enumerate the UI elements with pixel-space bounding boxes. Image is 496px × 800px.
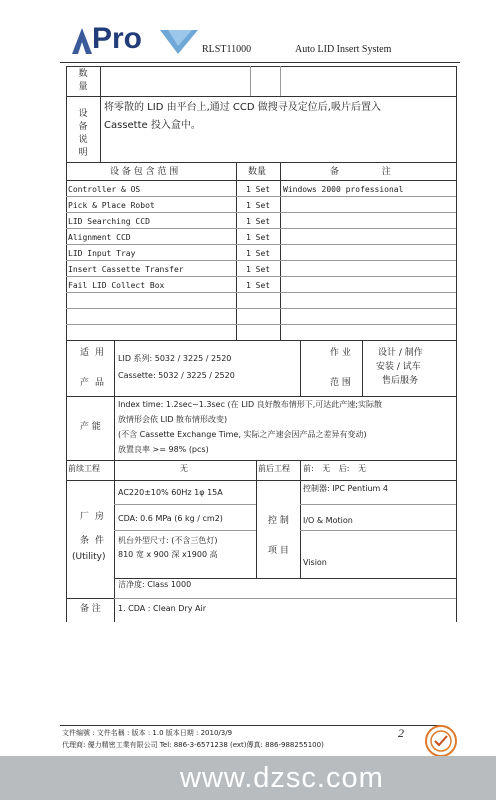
facility-dim-2: 810 宽 x 900 深 x1900 高: [118, 550, 218, 559]
prev-process-value: 无: [180, 464, 188, 473]
control-label-2: 项 目: [268, 546, 289, 556]
item-name: Alignment CCD: [68, 233, 131, 242]
logo-text: Pro: [92, 22, 143, 55]
prev-process-label: 前续工程: [68, 464, 100, 473]
item-name: LID Input Tray: [68, 249, 136, 258]
watermark-text: www.dzsc.com: [180, 762, 384, 794]
item-qty: 1 Set: [246, 217, 271, 226]
next-process-value: 前: 无 后: 无: [303, 464, 367, 473]
control-line3: Vision: [303, 558, 327, 567]
item-qty: 1 Set: [246, 281, 271, 290]
product-line2: Cassette: 5032 / 3225 / 2520: [118, 371, 235, 380]
work-label-1: 作 业: [330, 348, 351, 358]
capacity-line4: 放置良率 >= 98% (pcs): [118, 445, 209, 454]
watermark-band: [0, 756, 496, 800]
doc-code: RLST11000: [202, 44, 252, 55]
control-line1: 控制器: IPC Pentium 4: [303, 484, 388, 493]
work-label-2: 范 围: [330, 378, 351, 388]
control-line2: I/O & Motion: [303, 516, 353, 525]
header: [60, 20, 470, 64]
facility-label-2: 条件: [80, 536, 111, 546]
scope-header: 设 备 包 含 范 围: [110, 167, 179, 177]
qty-header: 数量: [248, 167, 267, 177]
work-line3: 售后服务: [382, 376, 419, 386]
footer-line2: 代理商: 優力精密工業有限公司 Tel: 886-3-6571238 (ext)傳真: 886-988255100): [62, 741, 324, 749]
capacity-line2: 放情形会依 LID 散布情形改变): [118, 415, 228, 424]
item-remark: Windows 2000 professional: [283, 185, 404, 194]
capacity-label: 产 能: [80, 422, 101, 432]
page-number: 2: [398, 726, 404, 740]
item-qty: 1 Set: [246, 265, 271, 274]
product-line1: LID 系列: 5032 / 3225 / 2520: [118, 354, 232, 363]
certification-seal-icon: [424, 724, 458, 758]
facility-clean: 洁净度: Class 1000: [118, 580, 192, 589]
product-label-1: 适用: [80, 348, 111, 358]
item-qty: 1 Set: [246, 185, 271, 194]
facility-power: AC220±10% 60Hz 1φ 15A: [118, 488, 223, 497]
item-name: Controller & OS: [68, 185, 141, 194]
item-name: Fail LID Collect Box: [68, 281, 165, 290]
header-rule: [60, 62, 460, 63]
remark-header: 备 注: [330, 167, 391, 177]
desc-text-line1: 将零散的 LID 由平台上,通过 CCD 做搜寻及定位后,吸片后置入: [104, 102, 381, 113]
capacity-line1: Index time: 1.2sec~1.3sec (在 LID 良好散布情形下,可达此产速;实际散: [118, 400, 382, 409]
footer-rule: [60, 725, 440, 726]
note-text: 1. CDA : Clean Dry Air: [118, 604, 206, 613]
desc-text-line2: Cassette 投入盒中。: [104, 120, 201, 131]
item-qty: 1 Set: [246, 249, 271, 258]
item-qty: 1 Set: [246, 201, 271, 210]
footer-line1: 文件编號 : 文件名稱 : 版本 : 1.0 版本日期 : 2010/3/9: [62, 729, 233, 737]
item-name: Pick & Place Robot: [68, 201, 155, 210]
work-line1: 设计 / 制作: [378, 348, 423, 358]
next-process-label: 前后工程: [258, 464, 290, 473]
item-qty: 1 Set: [246, 233, 271, 242]
facility-cda: CDA: 0.6 MPa (6 kg / cm2): [118, 514, 223, 523]
work-line2: 安装 / 试车: [376, 362, 421, 372]
item-name: Insert Cassette Transfer: [68, 265, 184, 274]
facility-label-3: (Utility): [72, 552, 106, 562]
control-label-1: 控 制: [268, 516, 289, 526]
qty-label: 数量: [78, 69, 88, 92]
item-name: LID Searching CCD: [68, 217, 150, 226]
doc-title: Auto LID Insert System: [295, 44, 392, 55]
facility-dim-1: 机台外型尺寸: (不含三色灯): [118, 536, 218, 545]
desc-label: 设备说明: [78, 109, 88, 158]
facility-label-1: 厂房: [80, 512, 111, 522]
note-label: 备 注: [80, 604, 101, 614]
capacity-line3: (不含 Cassette Exchange Time, 实际之产速会因产品之差异有变动): [118, 430, 367, 439]
product-label-2: 产品: [80, 378, 111, 388]
